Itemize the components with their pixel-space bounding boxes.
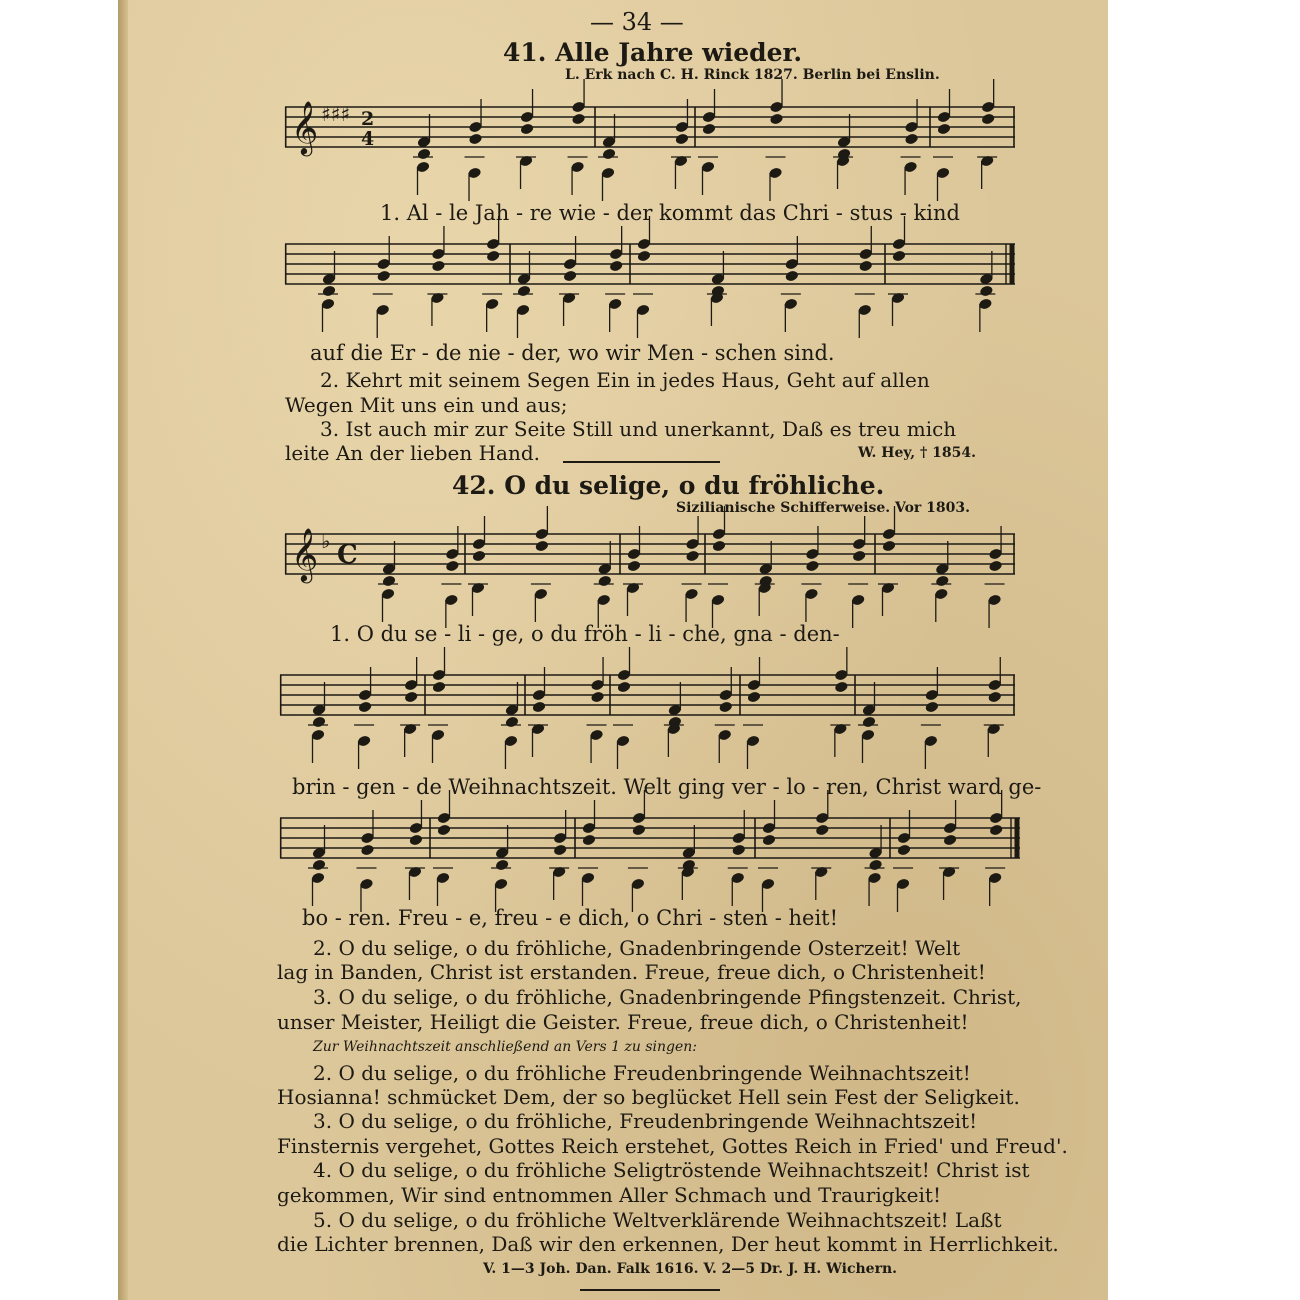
note-head [358, 701, 373, 714]
note-head [553, 844, 568, 857]
note-head [852, 550, 867, 563]
hymn-41-title: 41. Alle Jahre wieder. [503, 38, 803, 67]
note-head [627, 560, 642, 573]
note-head [495, 859, 510, 872]
note-head [437, 824, 452, 837]
hymn-42-lyric-line-1: 1. O du se - li - ge, o du fröh - li - che, gna - den- [330, 622, 840, 646]
hymn-42-staff-1 [285, 520, 1015, 620]
note-head [989, 824, 1004, 837]
note-head [805, 560, 820, 573]
treble-clef-icon: 𝄞 [291, 527, 319, 581]
note-head [731, 844, 746, 857]
hymn-41-staff-2 [285, 232, 1015, 342]
note-head [582, 834, 597, 847]
note-head [312, 859, 327, 872]
christmas-verse-line: Finsternis vergehet, Gottes Reich erstehet, Gottes Reich in Fried' und Freud'. [277, 1134, 1068, 1158]
treble-clef-icon: 𝄞 [291, 100, 319, 154]
note-head [979, 285, 994, 298]
note-head [432, 681, 447, 694]
note-head [532, 701, 547, 714]
time-signature: 2 [361, 108, 375, 130]
note-head [563, 270, 578, 283]
note-head [712, 540, 727, 553]
hymn-42-verse-line: 2. O du selige, o du fröhliche, Gnadenbringende Osterzeit! Welt [313, 936, 961, 960]
hymn-41-credit: L. Erk nach C. H. Rinck 1827. Berlin bei Enslin. [565, 67, 940, 83]
note-head [904, 133, 919, 146]
christmas-verse-line: die Lichter brennen, Daß wir den erkennen, Der heut kommt in Herrlichkeit. [277, 1232, 1059, 1256]
hymn-41-lyric-line-1: 1. Al - le Jah - re wie - der kommt das Chri - stus - kind [380, 201, 960, 225]
note-head [617, 681, 632, 694]
note-head [409, 834, 424, 847]
note-head [943, 834, 958, 847]
hymn-41-verse-line: 3. Ist auch mir zur Seite Still und unerkannt, Daß es treu mich [320, 417, 957, 441]
note-head [602, 148, 617, 161]
hymn-41-verse-line: leite An der lieben Hand. [285, 441, 541, 465]
christmas-verse-line: 2. O du selige, o du fröhliche Freudenbringende Weihnachtszeit! [313, 1061, 971, 1085]
note-head [376, 270, 391, 283]
note-head [987, 691, 1002, 704]
note-head [517, 285, 532, 298]
note-head [892, 250, 907, 263]
note-head [468, 133, 483, 146]
note-head [632, 824, 647, 837]
christmas-verse-line: Hosianna! schmücket Dem, der so beglücket Hell sein Fest der Seligkeit. [277, 1085, 1020, 1109]
note-head [505, 716, 520, 729]
note-head [924, 701, 939, 714]
note-head [520, 123, 535, 136]
note-head [312, 716, 327, 729]
note-head [431, 260, 446, 273]
note-head [784, 270, 799, 283]
hymn-42-lyric-line-3: bo - ren. Freu - e, freu - e dich, o Chri - sten - heit! [302, 906, 839, 930]
time-signature: C [337, 540, 358, 570]
note-head [858, 260, 873, 273]
note-head [322, 285, 337, 298]
note-head [937, 123, 952, 136]
note-head [675, 133, 690, 146]
hymn-41-verse-line: 2. Kehrt mit seinem Segen Ein in jedes Haus, Geht auf allen [320, 368, 930, 392]
note-head [360, 844, 375, 857]
hymn-42-credit: Sizilianische Schifferweise. Vor 1803. [676, 500, 970, 516]
hymn-42-title: 42. O du selige, o du fröhliche. [452, 471, 885, 500]
christmas-verse-line: 5. O du selige, o du fröhliche Weltverklärende Weihnachtszeit! Laßt [313, 1208, 1002, 1232]
hymn-42-staff-2 [280, 655, 1015, 765]
hymn-41-staff-1 [285, 95, 1015, 205]
note-head [597, 575, 612, 588]
christmas-verse-line: 4. O du selige, o du fröhliche Seligtröstende Weihnachtszeit! Christ ist [313, 1158, 1030, 1182]
hymn-42-verse-line: lag in Banden, Christ ist erstanden. Freue, freue dich, o Christenheit! [277, 960, 986, 984]
note-head [590, 691, 605, 704]
note-head [981, 113, 996, 126]
hymn-42-verse-line: unser Meister, Heiligt die Geister. Freue, freue dich, o Christenheit! [277, 1010, 969, 1034]
hymn-42-verse-line: 3. O du selige, o du fröhliche, Gnadenbringende Pfingstenzeit. Christ, [313, 985, 1022, 1009]
page-number: — 34 — [590, 8, 684, 36]
christmas-verse-line: 3. O du selige, o du fröhliche, Freudenbringende Weihnachtszeit! [313, 1109, 978, 1133]
note-head [637, 250, 652, 263]
separator-rule [563, 461, 720, 463]
note-head [404, 691, 419, 704]
note-head [609, 260, 624, 273]
note-head [988, 560, 1003, 573]
hymn-42-lyric-line-2: brin - gen - de Weihnachtszeit. Welt ging ver - lo - ren, Christ ward ge- [292, 775, 1042, 799]
note-head [815, 824, 830, 837]
hymn-41-lyric-line-2: auf die Er - de nie - der, wo wir Men - schen sind. [310, 341, 835, 365]
key-signature: ♯♯♯ [321, 102, 351, 126]
note-head [702, 123, 717, 136]
hymn-41-verse-line: Wegen Mit uns ein und aus; [285, 393, 568, 417]
hymn-42-footer-credit: V. 1—3 Joh. Dan. Falk 1616. V. 2—5 Dr. J. H. Wichern. [483, 1261, 897, 1277]
note-head [472, 550, 487, 563]
note-head [935, 575, 950, 588]
christmas-verse-line: gekommen, Wir sind entnommen Aller Schmach und Traurigkeit! [277, 1183, 941, 1207]
time-signature: 4 [361, 128, 375, 150]
note-head [769, 113, 784, 126]
note-head [718, 701, 733, 714]
note-head [534, 540, 549, 553]
note-head [747, 691, 762, 704]
note-head [382, 575, 397, 588]
note-head [417, 148, 432, 161]
hymn-42-staff-3 [280, 800, 1020, 905]
christmas-note: Zur Weihnachtszeit anschließend an Vers 1 zu singen: [313, 1039, 697, 1055]
note-head [486, 250, 501, 263]
note-head [834, 681, 849, 694]
separator-rule [580, 1289, 720, 1291]
note-head [445, 560, 460, 573]
note-head [685, 550, 700, 563]
note-head [897, 844, 912, 857]
page-edge [118, 0, 128, 1300]
note-head [862, 716, 877, 729]
note-head [571, 113, 586, 126]
hymn-41-author: W. Hey, † 1854. [858, 445, 977, 461]
note-head [762, 834, 777, 847]
note-head [868, 859, 883, 872]
note-head [882, 540, 897, 553]
key-signature: ♭ [321, 529, 331, 553]
